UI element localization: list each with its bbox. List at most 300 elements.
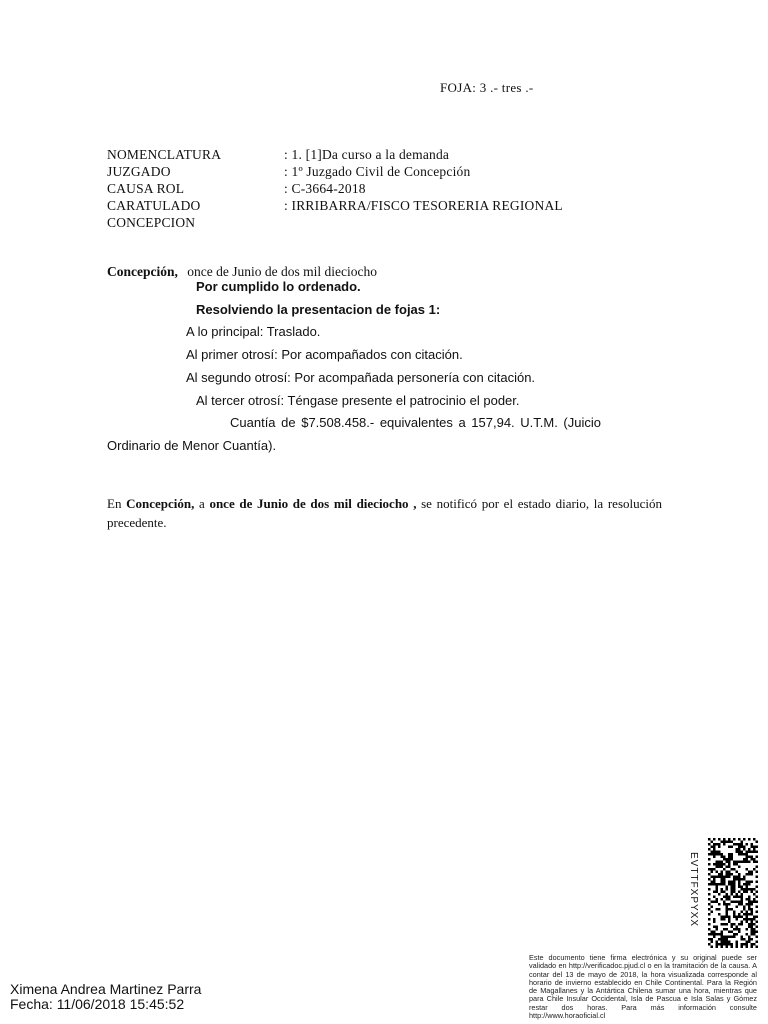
barcode-module [723, 868, 726, 871]
barcode-module [708, 843, 711, 846]
barcode-module [733, 861, 736, 864]
barcode-module [738, 883, 741, 886]
barcode-image [708, 838, 758, 948]
barcode-module [756, 936, 759, 939]
barcode-module [708, 873, 711, 876]
barcode-module [741, 893, 744, 896]
barcode-module [748, 873, 751, 876]
barcode-module [708, 943, 711, 946]
barcode-module [731, 883, 734, 886]
barcode-module [738, 853, 741, 856]
barcode-module [738, 866, 741, 869]
barcode-module [751, 871, 754, 874]
notif-place: Concepción, [126, 496, 195, 511]
barcode-module [728, 903, 731, 906]
barcode-module [743, 838, 746, 841]
barcode-module [713, 933, 716, 936]
barcode-module [751, 873, 754, 876]
barcode-module [716, 876, 719, 879]
barcode-module [748, 838, 751, 841]
barcode-module [756, 911, 759, 914]
barcode-module [711, 871, 714, 874]
barcode-module [716, 933, 719, 936]
barcode-module [721, 931, 724, 934]
barcode-module [726, 923, 729, 926]
barcode-module [731, 873, 734, 876]
barcode-module [718, 876, 721, 879]
barcode-module [751, 901, 754, 904]
barcode-module [741, 923, 744, 926]
barcode-module [738, 876, 741, 879]
barcode-module [756, 861, 759, 864]
barcode-module [711, 941, 714, 944]
barcode-module [741, 843, 744, 846]
barcode-module [721, 933, 724, 936]
barcode-module [746, 933, 749, 936]
barcode-module [743, 848, 746, 851]
label-juzgado: JUZGADO [107, 164, 171, 179]
barcode-module [746, 913, 749, 916]
barcode-module [733, 863, 736, 866]
barcode-module [743, 906, 746, 909]
barcode-module [721, 853, 724, 856]
barcode-module [708, 923, 711, 926]
barcode-module [718, 861, 721, 864]
value-caratulado: : IRRIBARRA/FISCO TESORERIA REGIONAL [284, 198, 563, 213]
barcode-module [726, 896, 729, 899]
barcode-module [721, 941, 724, 944]
barcode-module [728, 853, 731, 856]
barcode-module [711, 938, 714, 941]
value-juzgado: : 1º Juzgado Civil de Concepción [284, 164, 471, 179]
barcode-module [723, 943, 726, 946]
otrosi-1-line: Al primer otrosí: Por acompañados con citación. [186, 347, 463, 362]
barcode-module [728, 871, 731, 874]
barcode-module [718, 883, 721, 886]
barcode-module [751, 933, 754, 936]
barcode-module [756, 931, 759, 934]
barcode-module [751, 908, 754, 911]
barcode-module [721, 871, 724, 874]
barcode-module [721, 876, 724, 879]
barcode-module [723, 843, 726, 846]
barcode-module [721, 916, 724, 919]
barcode-module [708, 933, 711, 936]
barcode-module [741, 841, 744, 844]
barcode-module [708, 848, 711, 851]
barcode-module [716, 891, 719, 894]
barcode-module [738, 861, 741, 864]
barcode-module [726, 871, 729, 874]
barcode-module [708, 938, 711, 941]
barcode-module [711, 853, 714, 856]
barcode-module [748, 888, 751, 891]
barcode-module [751, 913, 754, 916]
ordered-line: Por cumplido lo ordenado. [196, 279, 361, 294]
barcode-module [746, 853, 749, 856]
barcode-module [756, 856, 759, 859]
barcode-module [736, 933, 739, 936]
barcode-module [736, 946, 739, 949]
barcode-module [716, 866, 719, 869]
barcode-module [756, 896, 759, 899]
barcode-module [741, 938, 744, 941]
barcode-module [726, 898, 729, 901]
barcode-module [721, 841, 724, 844]
barcode-module [728, 941, 731, 944]
signature-date: Fecha: 11/06/2018 15:45:52 [10, 996, 185, 1012]
foja-number: FOJA: 3 .- tres .- [440, 80, 534, 95]
barcode-module [756, 851, 759, 854]
barcode-module [753, 838, 756, 841]
barcode-module [736, 848, 739, 851]
barcode-module [736, 901, 739, 904]
barcode-module [728, 931, 731, 934]
barcode-module [743, 918, 746, 921]
barcode-module [708, 903, 711, 906]
barcode-module [728, 936, 731, 939]
resolving-line: Resolviendo la presentacion de fojas 1: [196, 302, 441, 317]
barcode-module [718, 863, 721, 866]
barcode-module [716, 851, 719, 854]
barcode-module [726, 943, 729, 946]
barcode-module [736, 878, 739, 881]
barcode-code: EVTTFXPYXX [688, 852, 699, 928]
barcode-module [731, 888, 734, 891]
barcode-module [746, 883, 749, 886]
barcode-module [726, 906, 729, 909]
barcode-module [756, 946, 759, 949]
barcode-module [728, 881, 731, 884]
barcode-module [748, 896, 751, 899]
barcode-module [713, 856, 716, 859]
barcode-module [716, 871, 719, 874]
barcode-module [736, 851, 739, 854]
barcode-module [721, 943, 724, 946]
barcode-module [711, 901, 714, 904]
barcode-module [756, 901, 759, 904]
barcode-module [731, 846, 734, 849]
barcode-module [733, 868, 736, 871]
barcode-module [751, 846, 754, 849]
barcode-module [713, 878, 716, 881]
barcode-module [746, 891, 749, 894]
barcode-module [716, 943, 719, 946]
barcode-module [731, 891, 734, 894]
barcode-module [716, 946, 719, 949]
barcode-module [718, 943, 721, 946]
barcode-module [746, 881, 749, 884]
barcode-module [731, 901, 734, 904]
barcode-module [748, 851, 751, 854]
barcode-module [731, 931, 734, 934]
barcode-module [738, 851, 741, 854]
barcode-module [718, 853, 721, 856]
barcode-module [743, 943, 746, 946]
barcode-module [711, 911, 714, 914]
barcode-module [723, 841, 726, 844]
barcode-module [713, 918, 716, 921]
barcode-module [753, 931, 756, 934]
barcode-module [751, 903, 754, 906]
barcode-module [746, 873, 749, 876]
barcode-module [738, 896, 741, 899]
barcode-module [708, 913, 711, 916]
barcode-module [711, 868, 714, 871]
barcode-module [728, 863, 731, 866]
barcode-module [756, 846, 759, 849]
barcode-module [741, 898, 744, 901]
barcode-module [736, 943, 739, 946]
barcode-module [746, 861, 749, 864]
barcode-module [751, 851, 754, 854]
barcode-module [751, 938, 754, 941]
barcode-module [738, 928, 741, 931]
barcode-module [748, 938, 751, 941]
barcode-module [753, 916, 756, 919]
barcode-module [718, 846, 721, 849]
barcode-module [741, 861, 744, 864]
barcode-module [753, 923, 756, 926]
barcode-module [718, 913, 721, 916]
barcode-module [756, 881, 759, 884]
barcode-module [723, 881, 726, 884]
barcode-module [731, 853, 734, 856]
barcode-module [733, 923, 736, 926]
barcode-module [713, 843, 716, 846]
barcode-module [716, 941, 719, 944]
barcode-module [723, 916, 726, 919]
barcode-module [726, 913, 729, 916]
barcode-module [753, 918, 756, 921]
barcode-module [748, 848, 751, 851]
barcode-module [721, 878, 724, 881]
barcode-module [753, 858, 756, 861]
barcode-module [733, 878, 736, 881]
barcode-module [748, 906, 751, 909]
barcode-module [713, 931, 716, 934]
barcode-module [736, 861, 739, 864]
barcode-module [726, 841, 729, 844]
barcode-module [756, 906, 759, 909]
barcode-module [713, 883, 716, 886]
barcode-module [713, 868, 716, 871]
barcode-module [736, 941, 739, 944]
barcode-module [716, 863, 719, 866]
barcode-module [741, 853, 744, 856]
barcode-module [731, 936, 734, 939]
barcode-module [746, 943, 749, 946]
barcode-module [748, 898, 751, 901]
barcode-module [711, 931, 714, 934]
barcode-module [721, 923, 724, 926]
barcode-module [718, 908, 721, 911]
barcode-module [723, 883, 726, 886]
barcode-module [743, 853, 746, 856]
barcode-module [711, 883, 714, 886]
barcode-module [746, 916, 749, 919]
barcode-module [746, 856, 749, 859]
barcode-module [708, 898, 711, 901]
barcode-module [733, 928, 736, 931]
barcode-module [741, 936, 744, 939]
barcode-module [713, 881, 716, 884]
barcode-module [738, 931, 741, 934]
barcode-module [733, 886, 736, 889]
barcode-module [733, 913, 736, 916]
barcode-module [716, 883, 719, 886]
barcode-module [753, 933, 756, 936]
barcode-module [738, 838, 741, 841]
barcode-module [748, 918, 751, 921]
barcode-module [721, 863, 724, 866]
resolution-date-line [107, 264, 377, 280]
resolution-date: once de Junio de dos mil dieciocho [187, 264, 377, 279]
barcode-module [751, 918, 754, 921]
barcode-module [716, 928, 719, 931]
barcode-module [738, 901, 741, 904]
barcode-module [741, 878, 744, 881]
barcode-module [721, 888, 724, 891]
barcode-module [731, 926, 734, 929]
barcode-module [731, 868, 734, 871]
barcode-module [743, 913, 746, 916]
notif-en: En [107, 496, 122, 511]
barcode-module [728, 883, 731, 886]
barcode-module [738, 881, 741, 884]
barcode-module [708, 928, 711, 931]
label-nomenclatura: NOMENCLATURA [107, 147, 222, 162]
barcode-module [716, 901, 719, 904]
barcode-module [723, 928, 726, 931]
barcode-module [708, 838, 711, 841]
barcode-module [718, 903, 721, 906]
barcode-module [736, 928, 739, 931]
barcode-module [731, 943, 734, 946]
barcode-module [721, 883, 724, 886]
barcode-module [746, 921, 749, 924]
barcode-module [738, 886, 741, 889]
barcode-module [733, 838, 736, 841]
barcode-module [741, 911, 744, 914]
barcode-module [713, 851, 716, 854]
barcode-module [726, 858, 729, 861]
barcode-module [711, 851, 714, 854]
barcode-module [733, 936, 736, 939]
barcode-module [721, 881, 724, 884]
barcode-module [748, 941, 751, 944]
principal-line: A lo principal: Traslado. [186, 324, 321, 339]
barcode-module [751, 881, 754, 884]
barcode-module [756, 841, 759, 844]
barcode-module [708, 878, 711, 881]
barcode-module [746, 886, 749, 889]
barcode-module [726, 886, 729, 889]
barcode-module [726, 916, 729, 919]
barcode-module [743, 888, 746, 891]
barcode-module [753, 868, 756, 871]
barcode-module [716, 926, 719, 929]
barcode-module [756, 926, 759, 929]
barcode-module [721, 861, 724, 864]
barcode-module [711, 846, 714, 849]
barcode-module [713, 846, 716, 849]
barcode-module [738, 916, 741, 919]
barcode-module [751, 921, 754, 924]
barcode-module [721, 891, 724, 894]
barcode-module [708, 883, 711, 886]
barcode-module [746, 851, 749, 854]
barcode-module [726, 893, 729, 896]
barcode-module [726, 873, 729, 876]
barcode-module [723, 878, 726, 881]
barcode-module [723, 941, 726, 944]
barcode-module [718, 933, 721, 936]
barcode-module [738, 848, 741, 851]
barcode-module [738, 846, 741, 849]
barcode-module [741, 886, 744, 889]
barcode-module [753, 851, 756, 854]
barcode-module [721, 866, 724, 869]
barcode-module [721, 898, 724, 901]
barcode-module [751, 858, 754, 861]
barcode-module [748, 936, 751, 939]
barcode-module [713, 891, 716, 894]
barcode-module [718, 866, 721, 869]
barcode-module [713, 901, 716, 904]
barcode-module [731, 841, 734, 844]
barcode-module [728, 838, 731, 841]
barcode-module [723, 896, 726, 899]
barcode-module [738, 843, 741, 846]
barcode-module [756, 916, 759, 919]
barcode-module [746, 898, 749, 901]
barcode-module [751, 943, 754, 946]
label-causa-rol: CAUSA ROL [107, 181, 185, 196]
barcode-module [731, 893, 734, 896]
barcode-module [736, 876, 739, 879]
notif-date: once de Junio de dos mil dieciocho , [209, 496, 417, 511]
barcode-module [728, 858, 731, 861]
barcode-module [743, 876, 746, 879]
barcode-module [721, 938, 724, 941]
cuantia-line-2: Ordinario de Menor Cuantía). [107, 438, 277, 453]
barcode-module [756, 866, 759, 869]
barcode-module [728, 876, 731, 879]
otrosi-3-line: Al tercer otrosí: Téngase presente el patrocinio el poder. [196, 393, 520, 408]
resolution-place: Concepción, [107, 264, 178, 279]
barcode-module [748, 913, 751, 916]
barcode-module [753, 888, 756, 891]
barcode-module [731, 923, 734, 926]
barcode-module [736, 863, 739, 866]
barcode-module [748, 901, 751, 904]
barcode-module [756, 941, 759, 944]
barcode-module [708, 888, 711, 891]
barcode-module [716, 861, 719, 864]
barcode-module [736, 916, 739, 919]
barcode-module [748, 903, 751, 906]
barcode-module [738, 913, 741, 916]
value-causa-rol: : C-3664-2018 [284, 181, 366, 196]
barcode-module [733, 933, 736, 936]
barcode-module [728, 841, 731, 844]
barcode-module [728, 856, 731, 859]
barcode-module [751, 843, 754, 846]
barcode-module [751, 931, 754, 934]
barcode-module [741, 888, 744, 891]
barcode-module [716, 908, 719, 911]
